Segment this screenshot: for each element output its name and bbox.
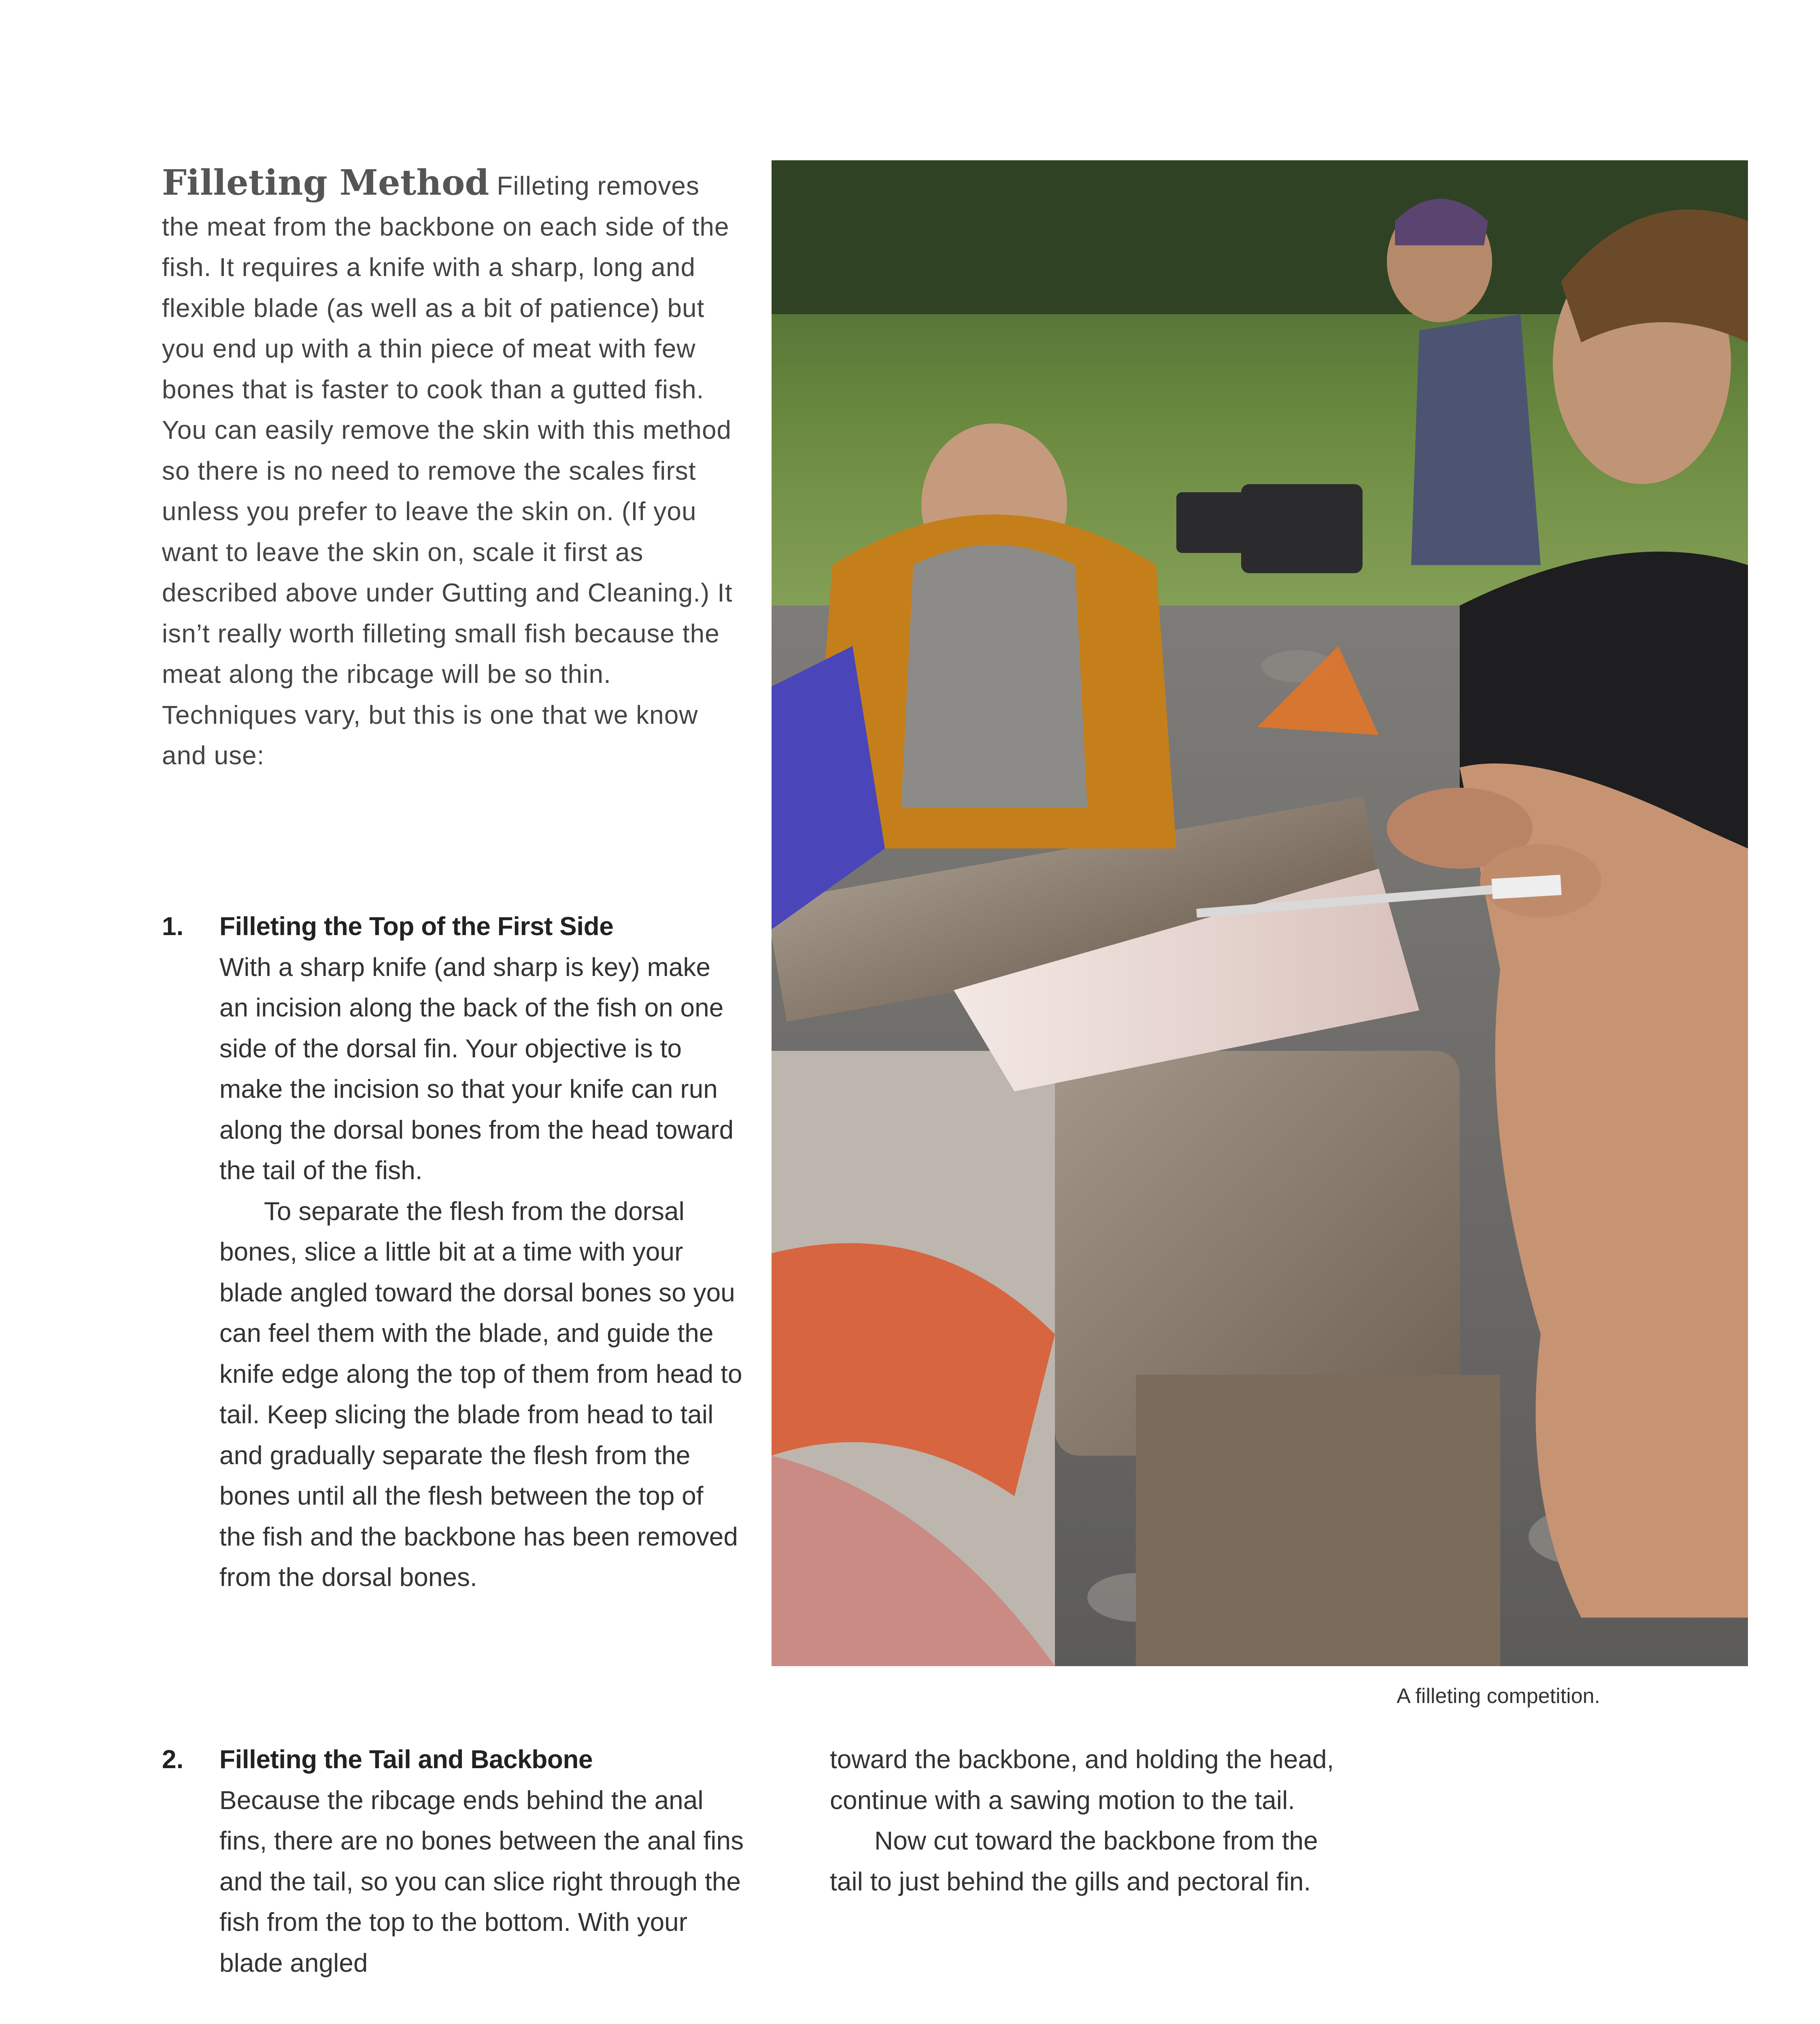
step-paragraph: Because the ribcage ends behind the anal fins, there are no bones between the anal fins and the tail, so you can slice right through the fish from the top to the bottom. With your blade angled <box>219 1785 744 1977</box>
step-paragraph: Now cut toward the backbone from the tail to just behind the gills and pectoral fin. <box>830 1826 1318 1896</box>
intro-text: Filleting removes the meat from the backbone on each side of the fish. It requires a knife with a sharp, long and flexible blade (as well as a bit of patience) but you end up with a thin piece of meat with few bones that is faster to cook than a gutted fish. You can easily remove the skin with this method so there is no need to remove the scales first unless you prefer to leave the skin on. (If you want to leave the skin on, scale it first as described above under Gutting and Cleaning.) It isn’t really worth filleting small fish because the meat along the ribcage will be so thin. Techniques vary, but this is one that we know and use: <box>162 171 733 770</box>
step-paragraph: To separate the flesh from the dorsal bones, slice a little bit at a time with your blade angled toward the dorsal bones so you can feel them with the blade, and guide the knife edge along the top of them from head to tail. Keep slicing the blade from head to tail and gradually separate the flesh from the bones until all the flesh between the top of the fish and the backbone has been removed from the dorsal bones. <box>219 1196 742 1592</box>
step-paragraph: toward the backbone, and holding the head, continue with a sawing motion to the tail. <box>830 1745 1334 1815</box>
step-1 <box>162 906 745 1598</box>
step-number: 2. <box>162 1745 184 1774</box>
step-title: Filleting the Top of the First Side <box>219 912 614 941</box>
photo-illustration <box>772 160 1748 1666</box>
step-2-continued <box>830 1739 1356 1902</box>
filleting-photo <box>772 160 1748 1666</box>
step-number: 1. <box>162 912 184 941</box>
photo-caption: A filleting competition. <box>1397 1684 1600 1708</box>
step-2 <box>162 1739 745 1983</box>
step-title: Filleting the Tail and Backbone <box>219 1745 593 1774</box>
intro-paragraph <box>162 163 737 776</box>
section-heading: Filleting Method <box>162 162 489 203</box>
step-paragraph: With a sharp knife (and sharp is key) make an incision along the back of the fish on one side of the dorsal fin. Your objective is to make the incision so that your knife can run along the dorsal bones from the head toward the tail of the fish. <box>219 952 734 1185</box>
